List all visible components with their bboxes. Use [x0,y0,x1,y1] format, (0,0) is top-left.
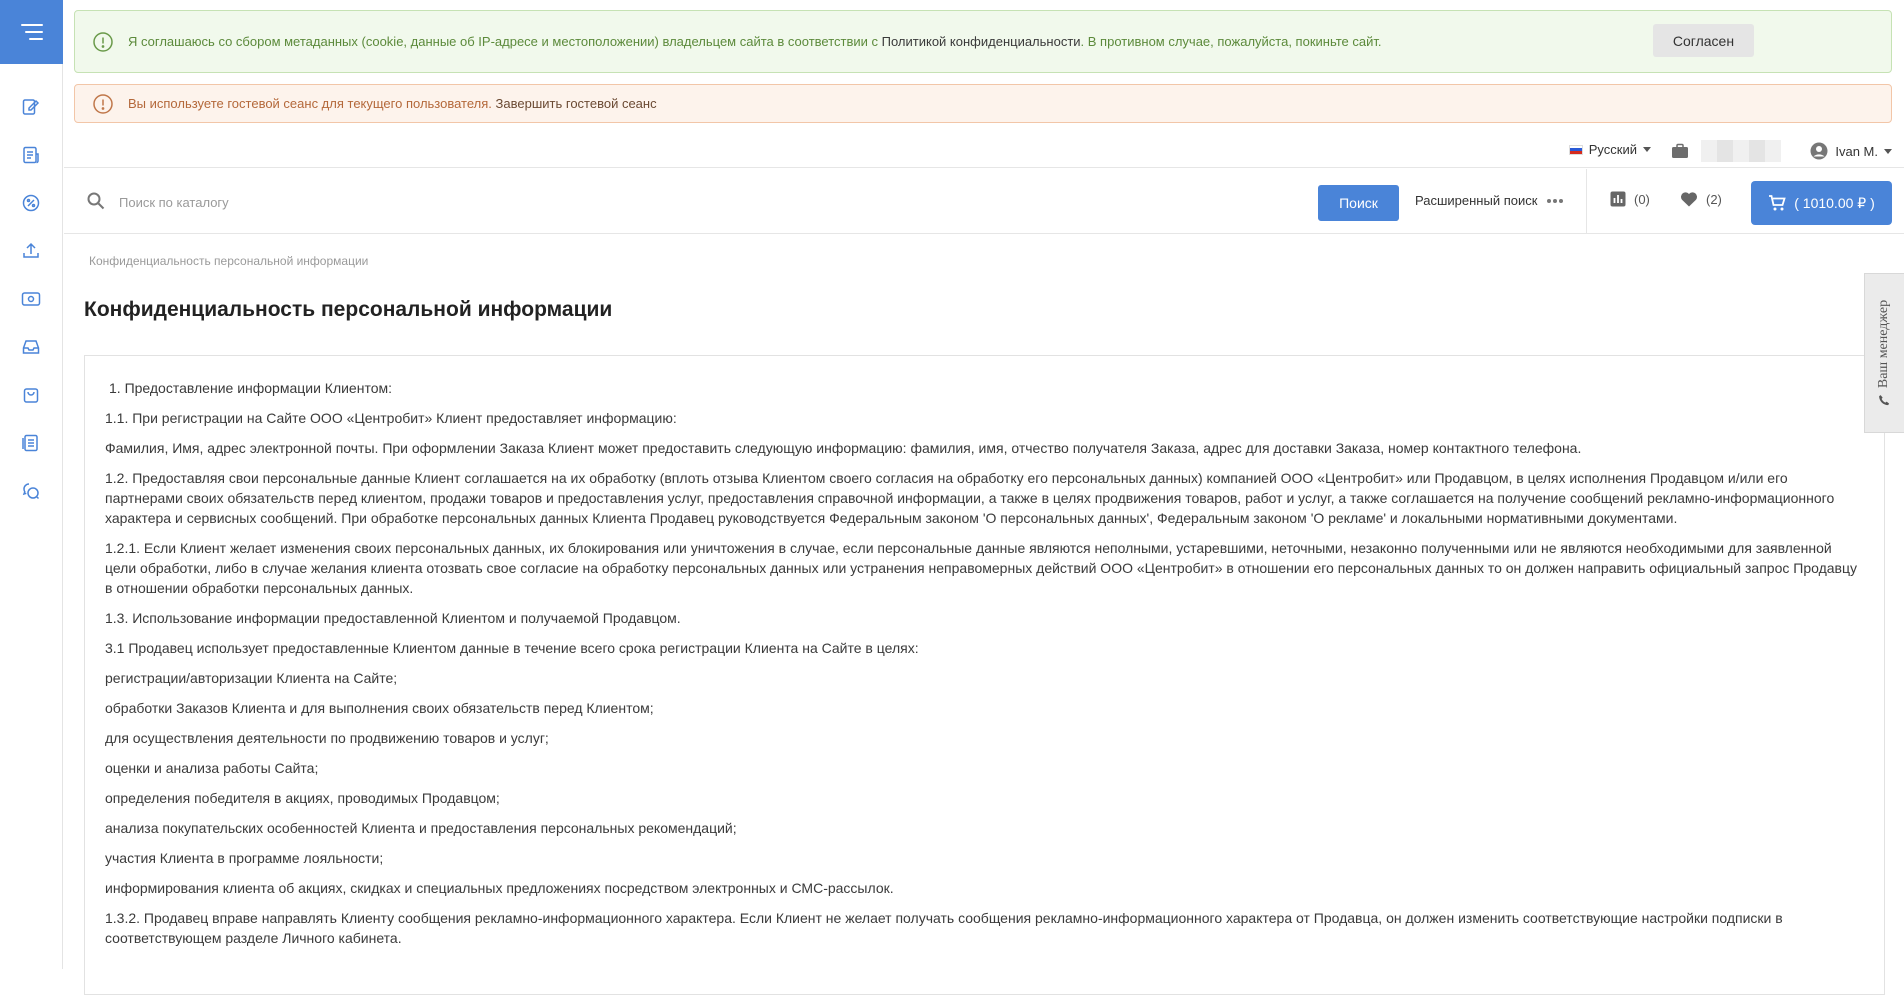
left-sidebar [0,0,63,969]
catalog-search-input[interactable] [119,187,1019,217]
cart-button[interactable] [1751,181,1892,225]
heart-icon [1680,191,1698,207]
search-icon [86,191,106,211]
sidebar-item-finance[interactable] [0,275,63,323]
upload-icon [22,242,40,260]
compare-count: (0) [1634,191,1650,207]
sidebar-item-shop[interactable] [0,371,63,419]
language-label: Русский [1588,142,1637,157]
sidebar-item-documents[interactable] [0,419,63,467]
sidebar-item-orders[interactable] [0,131,63,179]
cart-icon [1768,194,1786,212]
favorites-count: (2) [1706,191,1722,207]
menu-toggle-button[interactable] [0,0,63,64]
phone-icon [1879,394,1891,406]
briefcase-icon [1671,143,1689,159]
shopping-bag-icon [22,386,40,404]
cookie-notice-text: Я соглашаюсь со сбором метаданных (cookie, данные об IP-адресе и местоположении) владельцем сайта в соответствии с Политикой конфиденциальности. В противном случае, пожалуйста, покиньте сайт. [128,34,1382,49]
sidebar-item-support[interactable] [0,467,63,515]
paragraph: определения победителя в акциях, проводимых Продавцом; [105,790,500,806]
paragraph: Фамилия, Имя, адрес электронной почты. При оформлении Заказа Клиент может предоставить следующую информацию: фамилия, имя, отчество получателя Заказа, адрес для доставки Заказа, номер контактного телефона. [105,440,1582,456]
privacy-policy-link[interactable]: Политикой конфиденциальности [881,34,1081,49]
sidebar-item-inbox[interactable] [0,323,63,371]
top-bar [64,134,1904,168]
info-icon [92,31,114,53]
orders-document-icon [22,146,40,164]
user-avatar-icon [1810,142,1828,160]
sidebar-item-upload[interactable] [0,227,63,275]
breadcrumb[interactable]: Конфиденциальность персональной информации [89,254,369,268]
user-name: Ivan M. [1835,143,1878,159]
russian-flag-icon [1569,145,1583,155]
paragraph: информирования клиента об акциях, скидках и специальных предложениях посредством электронных и СМС-рассылок. [105,880,894,896]
your-manager-tab[interactable] [1864,273,1904,433]
guest-notice-text: Вы используете гостевой сеанс для текущего пользователя. Завершить гостевой сеанс [128,96,657,111]
company-name-redacted [1701,140,1781,162]
paragraph: 1.3.2. Продавец вправе направлять Клиенту сообщения рекламно-информационного характера. Если Клиент не желает получать сообщения рекламно-информационного характера от Продавца, он должен изменить соответствующие настройки подписки в соответствующем разделе Личного кабинета. [105,910,1783,946]
advanced-search-button[interactable] [1415,193,1563,208]
chevron-down-icon [1884,149,1892,154]
money-icon [21,291,41,307]
catalog-edit-icon [22,98,40,116]
user-menu[interactable] [1810,142,1892,160]
agree-button[interactable]: Согласен [1653,24,1754,57]
documents-icon [22,434,40,452]
paragraph: оценки и анализа работы Сайта; [105,760,319,776]
paragraph: 1.3. Использование информации предоставленной Клиентом и получаемой Продавцом. [105,610,681,626]
guest-session-notice [74,84,1892,123]
manager-tab-label: Ваш менеджер [1876,299,1892,389]
language-selector[interactable] [1569,142,1651,157]
more-dots-icon [1547,199,1563,203]
sidebar-item-catalog[interactable] [0,83,63,131]
end-guest-session-link[interactable]: Завершить гостевой сеанс [495,96,657,111]
paragraph: 1.2. Предоставляя свои персональные данные Клиент соглашается на их обработку (вплоть отзыва Клиентом своего согласия на обработку его персональных данных) компанией ООО «Центробит» или Продавцом, в целях исполнения Продавцом и/или его партнерами своих обязательств перед клиентом, продажи товаров и предоставления услуг, предоставления справочной информации, а также в целях продвижения товаров, работ и услуг, а также соглашается на получение сообщений рекламно-информационного характера и сервисных сообщений. При обработке персональных данных Клиента Продавец руководствуется Федеральным законом 'О персональных данных', Федеральным законом 'О рекламе' и локальными нормативными документами. [105,470,1835,526]
paragraph: для осуществления деятельности по продвижению товаров и услуг; [105,730,549,746]
paragraph: 1. Предоставление информации Клиентом: [109,380,393,396]
advanced-search-label: Расширенный поиск [1415,193,1538,208]
search-button[interactable]: Поиск [1318,185,1399,221]
discount-percent-icon [22,194,40,212]
paragraph: 1.2.1. Если Клиент желает изменения своих персональных данных, их блокирования или уничтожения в случае, если персональные данные являются неполными, устаревшими, неточными, незаконно полученными или не являются необходимыми для заявленной цели обработки, либо в случае желания клиента отозвать свое согласие на обработку персональных данных или устранения неправомерных действий ООО «Центробит» в отношении его персональных данных то он должен направить официальный запрос Продавцу в отношении обработки персональных данных. [105,540,1857,596]
paragraph: обработки Заказов Клиента и для выполнения своих обязательств перед Клиентом; [105,700,654,716]
hamburger-icon [21,24,43,40]
company-selector[interactable] [1671,140,1781,162]
chevron-down-icon [1643,147,1651,152]
compare-button[interactable] [1610,191,1650,207]
main-area [64,0,1904,969]
info-icon [92,93,114,115]
cookie-notice [74,10,1892,73]
paragraph: 1.1. При регистрации на Сайте ООО «Центробит» Клиент предоставляет информацию: [105,410,677,426]
cart-total: ( 1010.00 ₽ ) [1794,194,1875,211]
compare-chart-icon [1610,191,1626,207]
inbox-icon [22,338,40,356]
support-chat-icon [22,482,40,500]
favorites-button[interactable] [1680,191,1722,207]
paragraph: анализа покупательских особенностей Клиента и предоставления персональных рекомендаций; [105,820,737,836]
paragraph: 3.1 Продавец использует предоставленные Клиентом данные в течение всего срока регистрации Клиента на Сайте в целях: [105,640,919,656]
sidebar-item-discounts[interactable] [0,179,63,227]
divider [1586,169,1587,234]
search-bar [64,169,1904,234]
paragraph: участия Клиента в программе лояльности; [105,850,384,866]
paragraph: регистрации/авторизации Клиента на Сайте; [105,670,398,686]
privacy-policy-content [84,355,1885,995]
page-title: Конфиденциальность персональной информации [84,298,613,321]
